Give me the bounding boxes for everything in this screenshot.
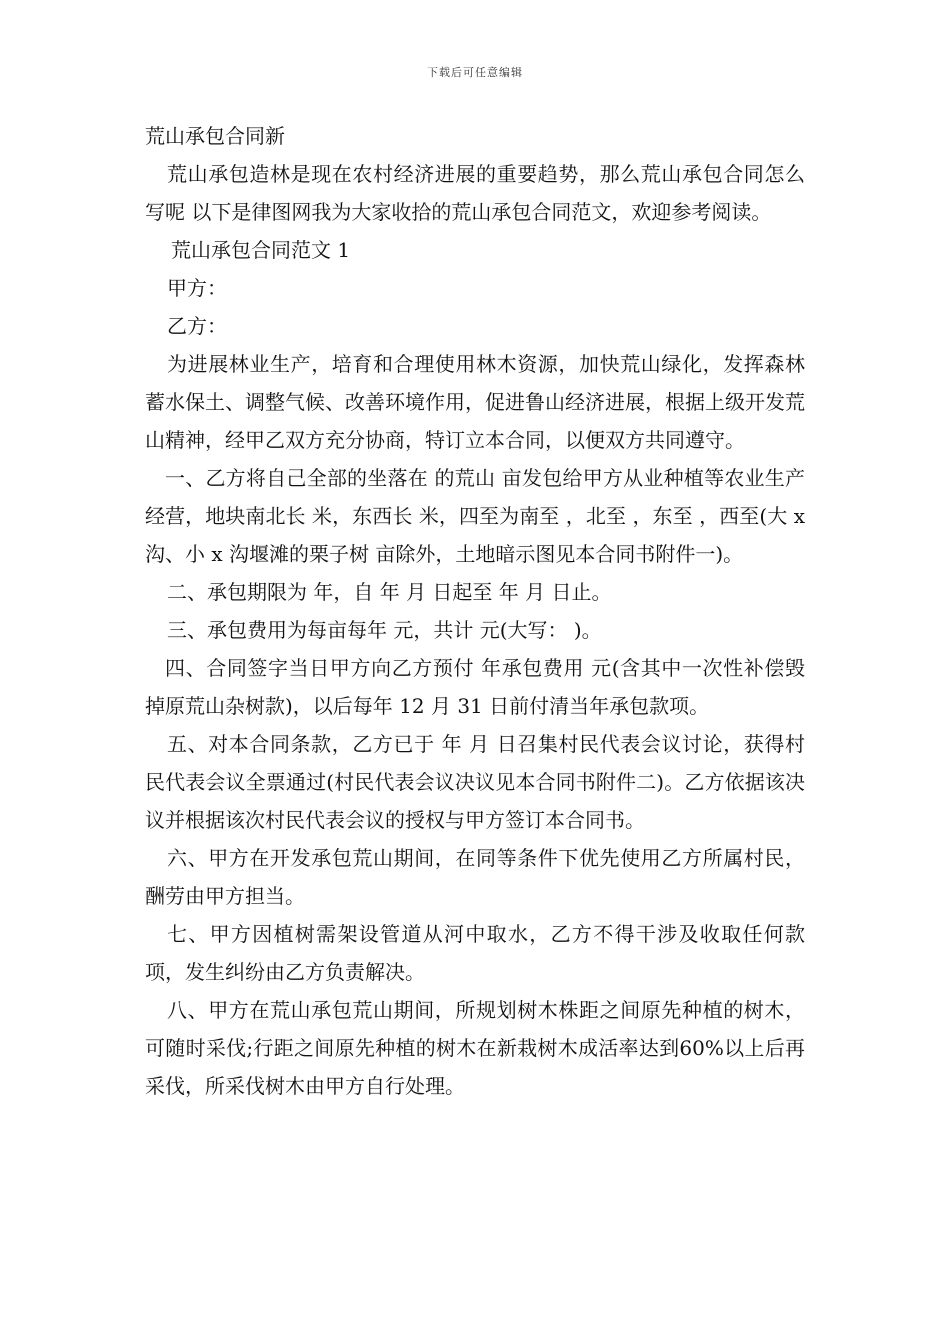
clause-3: 三、承包费用为每亩每年 元，共计 元(大写： )。 — [167, 618, 602, 642]
preamble-paragraph: 为进展林业生产，培育和合理使用林木资源，加快荒山绿化，发挥森林蓄水保土、调整气候、改善环境作用，促进鲁山经济进展，根据上级开发荒山精神，经甲乙双方充分协商，特订立本合同，以便双方共同遵守。 — [145, 352, 805, 452]
clause-5: 五、对本合同条款，乙方已于 年 月 日召集村民代表会议讨论，获得村民代表会议全票通过(村民代表会议决议见本合同书附件二)。乙方依据该决议并根据该次村民代表会议的授权与甲方签订本合同书。 — [145, 732, 805, 832]
document-body — [145, 117, 805, 1105]
party-b-line: 乙方： — [167, 314, 227, 338]
clause-2: 二、承包期限为 年，自 年 月 日起至 年 月 日止。 — [167, 580, 612, 604]
intro-paragraph: 荒山承包造林是现在农村经济进展的重要趋势，那么荒山承包合同怎么写呢 以下是律图网我为大家收拾的荒山承包合同范文，欢迎参考阅读。 — [145, 162, 805, 224]
document-title: 荒山承包合同新 — [145, 124, 285, 148]
clause-4: 四、合同签字当日甲方向乙方预付 年承包费用 元(含其中一次性补偿毁掉原荒山杂树款)，以后每年 12 月 31 日前付清当年承包款项。 — [145, 656, 805, 718]
clause-6: 六、甲方在开发承包荒山期间，在同等条件下优先使用乙方所属村民，酬劳由甲方担当。 — [145, 846, 805, 908]
page-header-note: 下载后可任意编辑 — [427, 66, 523, 79]
clause-1: 一、乙方将自己全部的坐落在 的荒山 亩发包给甲方从业种植等农业生产经营，地块南北长 米，东西长 米，四至为南至 ，北至 ，东至 ，西至(大 x 沟、小 x 沟堰滩的栗子树 亩除外，土地暗示图见本合同书附件一)。 — [145, 466, 805, 566]
clause-8: 八、甲方在荒山承包荒山期间，所规划树木株距之间原先种植的树木，可随时采伐;行距之间原先种植的树木在新栽树木成活率达到60%以上后再采伐，所采伐树木由甲方自行处理。 — [145, 998, 805, 1098]
sample-heading: 荒山承包合同范文 1 — [171, 238, 351, 262]
party-a-line: 甲方： — [167, 276, 227, 300]
clause-7: 七、甲方因植树需架设管道从河中取水，乙方不得干涉及收取任何款项，发生纠纷由乙方负责解决。 — [145, 922, 805, 984]
